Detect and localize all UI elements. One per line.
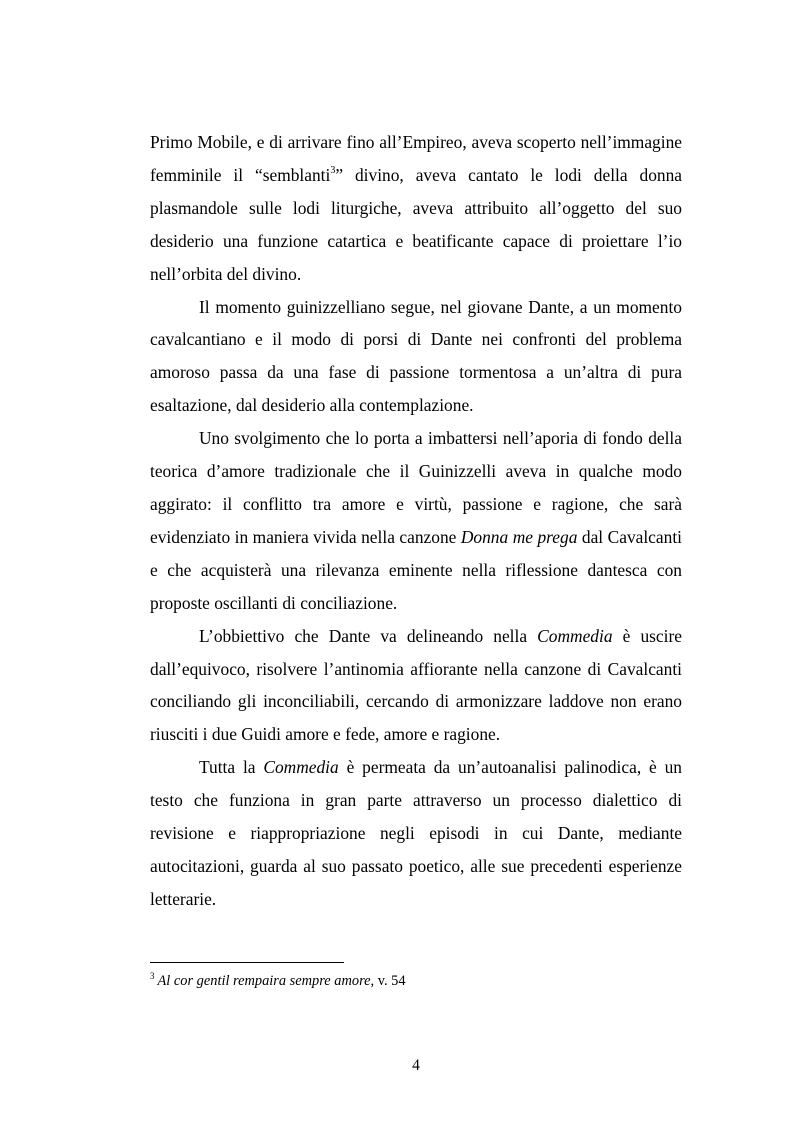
text-run: dal Cavalcanti e che acquisterà una rilevanza eminente nella riflessione dantesca con proposte oscillanti di conciliazione. xyxy=(150,526,682,613)
paragraph-3 xyxy=(150,422,682,619)
footnote-suffix: , v. 54 xyxy=(370,973,406,989)
paragraph-1 xyxy=(150,126,682,291)
text-run: Primo Mobile, e di arrivare fino all’Empireo, aveva scoperto nell’immagine femminile il “semblanti xyxy=(150,132,682,185)
text-run: è permeata da un’autoanalisi palinodica, è un testo che funziona in gran parte attraverso un processo dialettico di revisione e riappropriazione negli episodi in cui Dante, mediante autocitazioni, guarda al suo passato poetico, alle sue precedenti esperienze letterarie. xyxy=(150,757,682,909)
italic-title: Commedia xyxy=(537,625,613,646)
footnote-title: Al cor gentil rempaira sempre amore xyxy=(157,973,371,989)
page-body xyxy=(150,126,682,916)
footnote-separator xyxy=(150,962,344,963)
italic-title: Commedia xyxy=(263,757,339,778)
text-run: Tutta la xyxy=(199,757,264,778)
text-run: Uno svolgimento che lo porta a imbattersi nell’aporia di fondo della teorica d’amore tradizionale che il Guinizzelli aveva in qualche modo aggirato: il conflitto tra amore e virtù, passione e ragione, che sarà evidenziato in maniera vivida nella canzone xyxy=(150,428,682,547)
paragraph-4 xyxy=(150,620,682,752)
footnote xyxy=(150,971,682,991)
paragraph-2 xyxy=(150,291,682,423)
footnote-number: 3 xyxy=(150,971,155,981)
paragraph-5 xyxy=(150,751,682,916)
text-run: Il momento guinizzelliano segue, nel giovane Dante, a un momento cavalcantiano e il modo di porsi di Dante nei confronti del problema amoroso passa da una fase di passione tormentosa a un’altra di pura esaltazione, dal desiderio alla contemplazione. xyxy=(150,296,682,416)
page-number: 4 xyxy=(412,1057,420,1074)
footnote-reference[interactable]: 3 xyxy=(330,164,336,176)
text-run: è uscire dall’equivoco, risolvere l’antinomia affiorante nella canzone di Cavalcanti conciliando gli inconciliabili, cercando di armonizzare laddove non erano riusciti i due Guidi amore e fede, amore e ragione. xyxy=(150,625,682,745)
text-run: L’obbiettivo che Dante va delineando nella xyxy=(199,625,538,646)
text-run: ” divino, aveva cantato le lodi della donna plasmandole sulle lodi liturgiche, aveva attribuito all’oggetto del suo desiderio una funzione catartica e beatificante capace di proiettare l’io nell’orbita del divino. xyxy=(150,164,683,284)
italic-title: Donna me prega xyxy=(460,526,578,547)
